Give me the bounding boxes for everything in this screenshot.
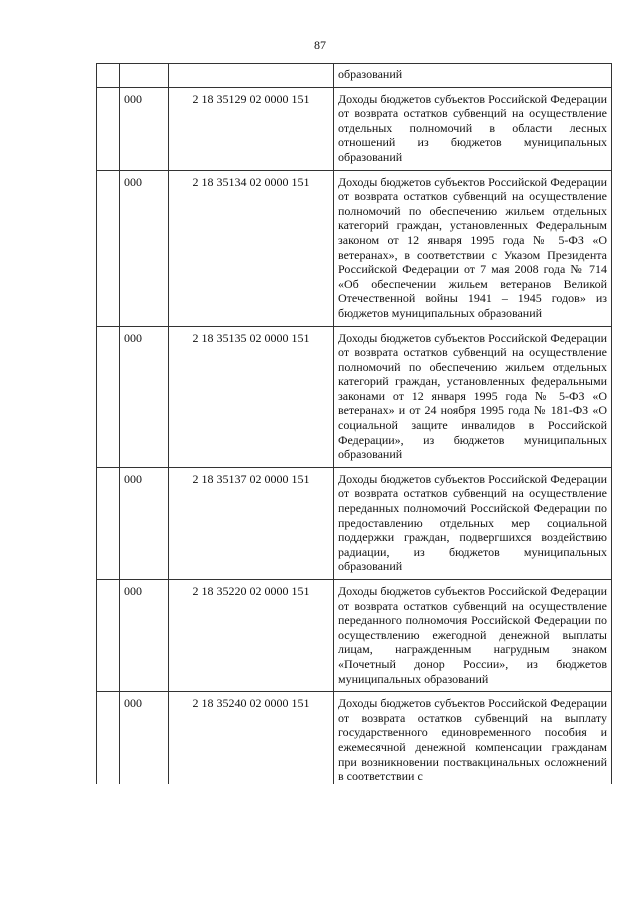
description-cell: образований — [334, 64, 612, 88]
description-cell: Доходы бюджетов субъектов Российской Федерации от возврата остатков субвенций на осуществление переданного полномочия Российской Федерации по осуществлению ежегодной денежной выплаты лицам, награжденным нагрудным знаком «Почетный донор России», из бюджетов муниципальных образований — [334, 580, 612, 692]
budget-code-cell: 2 18 35240 02 0000 151 — [169, 692, 334, 784]
admin-code-cell: 000 — [120, 467, 169, 579]
description-cell: Доходы бюджетов субъектов Российской Федерации от возврата остатков субвенций на осуществление отдельных полномочий в области лесных отношений из бюджетов муниципальных образований — [334, 87, 612, 170]
admin-code-cell — [120, 64, 169, 88]
table-row — [97, 64, 612, 88]
description-cell: Доходы бюджетов субъектов Российской Федерации от возврата остатков субвенций на осуществление переданных полномочий Российской Федерации по предоставлению отдельных мер социальной поддержки граждан, подвергшихся воздействию радиации, из бюджетов муниципальных образований — [334, 467, 612, 579]
spacer-cell — [97, 87, 120, 170]
table-row — [97, 467, 612, 579]
spacer-cell — [97, 64, 120, 88]
admin-code-cell: 000 — [120, 692, 169, 784]
spacer-cell — [97, 467, 120, 579]
description-cell: Доходы бюджетов субъектов Российской Федерации от возврата остатков субвенций на осуществление полномочий по обеспечению жильем отдельных категорий граждан, установленных федеральными законами от 12 января 1995 года № 5-ФЗ «О ветеранах» и от 24 ноября 1995 года № 181-ФЗ «О социальной защите инвалидов в Российской Федерации», из бюджетов муниципальных образований — [334, 326, 612, 467]
budget-code-cell: 2 18 35220 02 0000 151 — [169, 580, 334, 692]
budget-code-cell: 2 18 35134 02 0000 151 — [169, 170, 334, 326]
admin-code-cell: 000 — [120, 87, 169, 170]
table-row — [97, 580, 612, 692]
budget-code-cell — [169, 64, 334, 88]
admin-code-cell: 000 — [120, 580, 169, 692]
admin-code-cell: 000 — [120, 326, 169, 467]
table-row — [97, 170, 612, 326]
description-cell: Доходы бюджетов субъектов Российской Федерации от возврата остатков субвенций на выплату государственного единовременного пособия и ежемесячной денежной компенсации гражданам при возникновении поствакцинальных осложнений в соответствии с — [334, 692, 612, 784]
budget-code-cell: 2 18 35129 02 0000 151 — [169, 87, 334, 170]
spacer-cell — [97, 170, 120, 326]
page-number: 87 — [314, 38, 326, 52]
description-cell: Доходы бюджетов субъектов Российской Федерации от возврата остатков субвенций на осуществление полномочий по обеспечению жильем отдельных категорий граждан, установленных Федеральным законом от 12 января 1995 года № 5-ФЗ «О ветеранах», в соответствии с Указом Президента Российской Федерации от 7 мая 2008 года № 714 «Об обеспечении жильем ветеранов Великой Отечественной войны 1941 – 1945 годов» из бюджетов муниципальных образований — [334, 170, 612, 326]
admin-code-cell: 000 — [120, 170, 169, 326]
budget-classification-table — [96, 63, 612, 784]
spacer-cell — [97, 580, 120, 692]
budget-code-cell: 2 18 35135 02 0000 151 — [169, 326, 334, 467]
table-row — [97, 692, 612, 784]
table-row — [97, 326, 612, 467]
spacer-cell — [97, 326, 120, 467]
spacer-cell — [97, 692, 120, 784]
table-row — [97, 87, 612, 170]
budget-code-cell: 2 18 35137 02 0000 151 — [169, 467, 334, 579]
